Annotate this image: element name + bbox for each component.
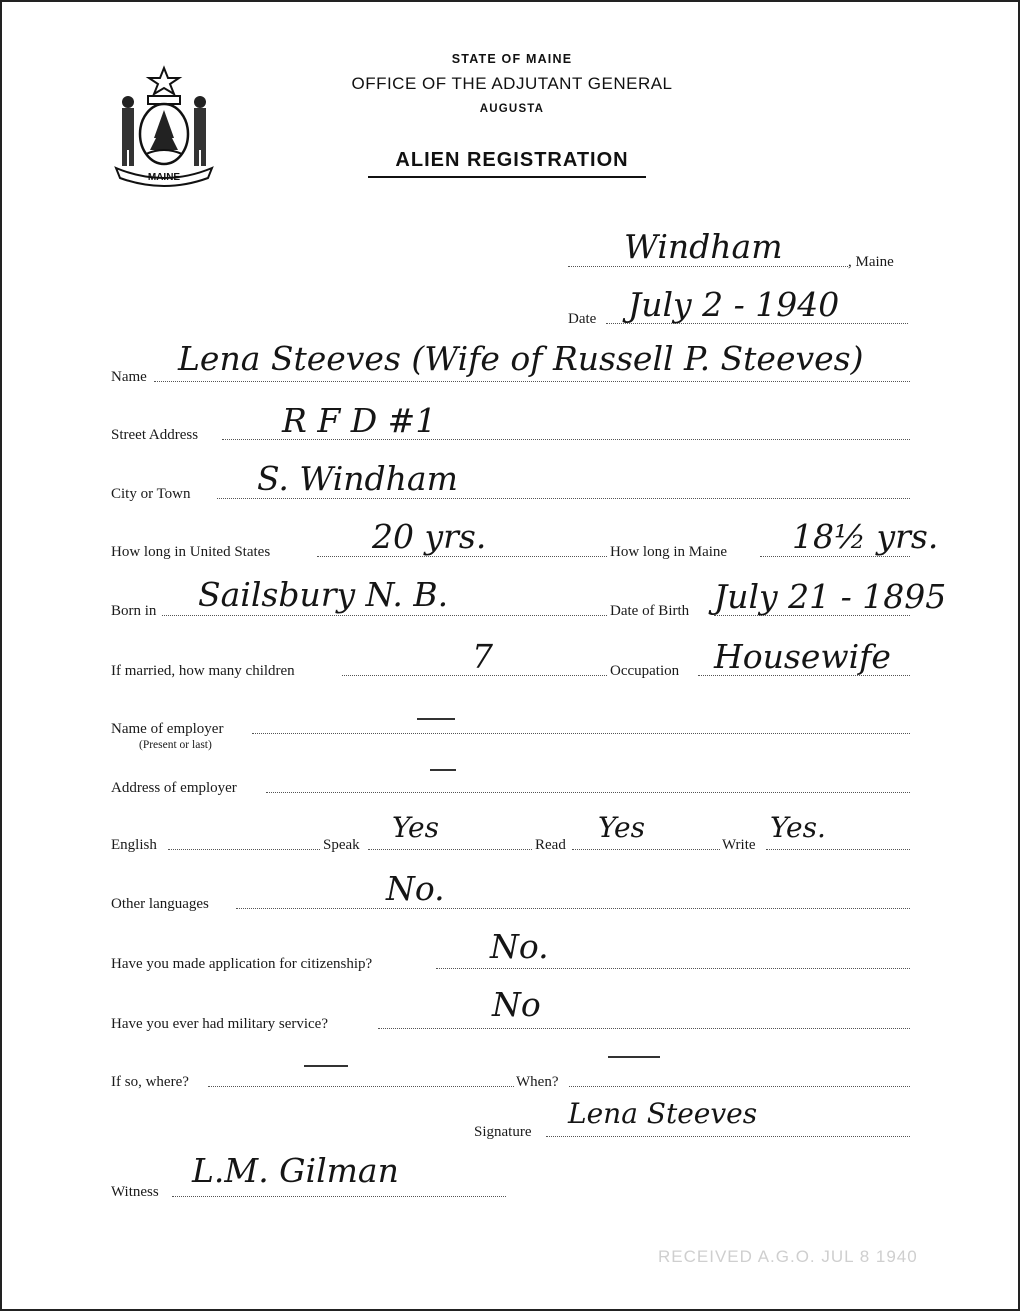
speak-label: Speak (323, 837, 360, 853)
town-suffix: , Maine (848, 254, 894, 270)
date-value: July 2 - 1940 (628, 285, 840, 324)
street-value: R F D #1 (282, 401, 437, 440)
years-maine-label: How long in Maine (610, 544, 728, 560)
when-dash (608, 1056, 660, 1058)
date-label: Date (568, 311, 597, 327)
maine-seal-icon (108, 64, 220, 188)
city-label: City or Town (111, 486, 191, 502)
years-us-label: How long in United States (111, 544, 271, 560)
citizenship-value: No. (490, 927, 549, 966)
when-label: When? (516, 1074, 559, 1090)
speak-value: Yes (392, 811, 439, 844)
read-value: Yes (598, 811, 645, 844)
name-label: Name (111, 369, 147, 385)
military-value: No (492, 985, 541, 1024)
occupation-value: Housewife (714, 637, 891, 676)
signature-label: Signature (474, 1124, 532, 1140)
seal-label: MAINE (147, 172, 181, 183)
other-languages-label: Other languages (111, 896, 209, 912)
write-value: Yes. (770, 811, 826, 844)
city-value: S. Windham (257, 459, 458, 498)
dob-value: July 21 - 1895 (714, 577, 947, 616)
witness-label: Witness (111, 1184, 159, 1200)
received-stamp: RECEIVED A.G.O. JUL 8 1940 (658, 1247, 918, 1266)
citizenship-label: Have you made application for citizenship? (111, 956, 373, 972)
header-office: OFFICE OF THE ADJUTANT GENERAL (351, 74, 673, 93)
years-us-value: 20 yrs. (372, 517, 487, 556)
page-title: ALIEN REGISTRATION (395, 149, 629, 171)
employer-name-label: Name of employer (111, 721, 224, 737)
where-dash (304, 1065, 348, 1067)
write-label: Write (722, 837, 756, 853)
street-label: Street Address (111, 427, 199, 443)
born-value: Sailsbury N. B. (198, 575, 449, 614)
witness-value: L.M. Gilman (192, 1151, 399, 1190)
header-state: STATE OF MAINE (451, 52, 573, 66)
other-languages-value: No. (386, 869, 445, 908)
read-label: Read (535, 837, 566, 853)
employer-address-label: Address of employer (111, 780, 237, 796)
occupation-label: Occupation (610, 663, 680, 679)
english-label: English (111, 837, 157, 853)
dob-label: Date of Birth (610, 603, 690, 619)
years-maine-value: 18½ yrs. (792, 517, 939, 556)
employer-name-sublabel: (Present or last) (139, 739, 212, 751)
header-city: AUGUSTA (479, 103, 545, 115)
employer-address-dash (430, 769, 456, 771)
town-value: Windham (624, 227, 783, 266)
title-underline (368, 176, 646, 178)
employer-name-dash (417, 718, 455, 720)
where-label: If so, where? (111, 1074, 189, 1090)
children-value: 7 (472, 637, 493, 676)
children-label: If married, how many children (111, 663, 295, 679)
military-label: Have you ever had military service? (111, 1016, 328, 1032)
signature-value: Lena Steeves (568, 1097, 758, 1130)
name-value: Lena Steeves (Wife of Russell P. Steeves) (178, 339, 864, 378)
born-label: Born in (111, 603, 157, 619)
